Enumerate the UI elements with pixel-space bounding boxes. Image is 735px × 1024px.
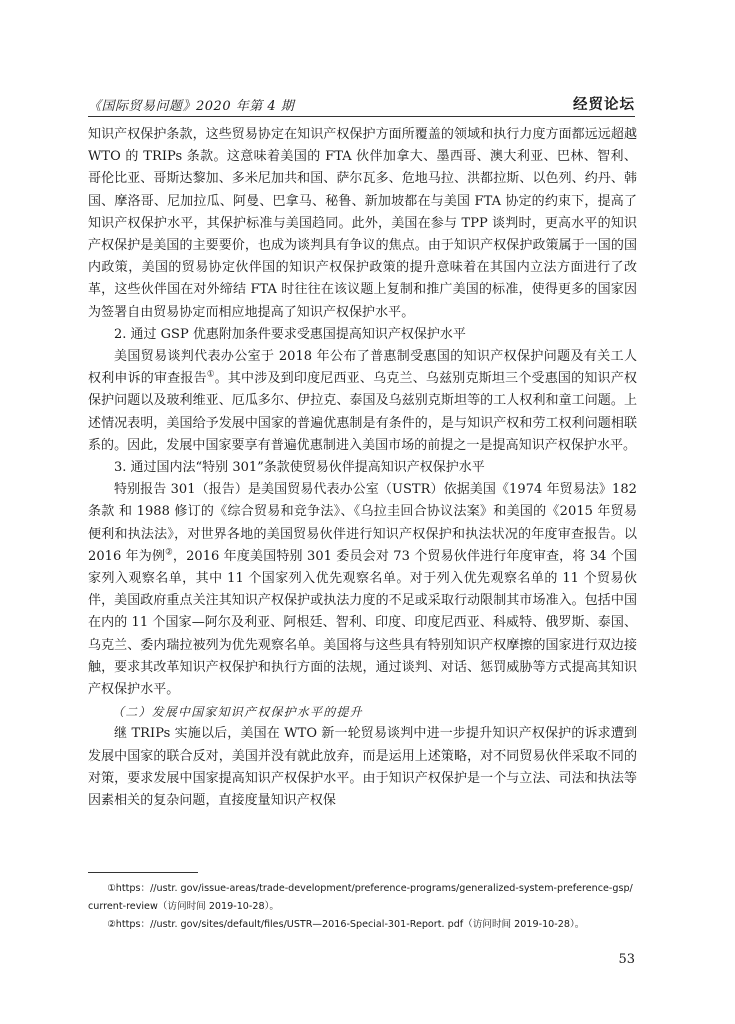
- paragraph-gsp-text-2: 。其中涉及到印度尼西亚、乌克兰、乌兹别克斯坦三个受惠国的知识产权保护问题以及玻利维亚、厄瓜多尔、伊拉克、泰国及乌兹别克斯坦等的工人权利和童工问题。上述情况表明，美国给予发展中国家的普遍优惠制是有条件的，是与知识产权和劳工权利问题相联系的。因此，发展中国家要享有普遍优惠制进入美国市场的前提之一是提高知识产权保护水平。: [88, 371, 637, 453]
- footnote-1: ①https：//ustr. gov/issue-areas/trade-development/preference-programs/generalized-system-preference-gsp/current-review（访问时间 2019-10-28）。: [88, 883, 633, 912]
- paragraph-developing: 继 TRIPs 实施以后，美国在 WTO 新一轮贸易谈判中进一步提升知识产权保护的诉求遭到发展中国家的联合反对，美国并没有就此放弃，而是运用上述策略，对不同贸易伙伴采取不同的对策，要求发展中国家提高知识产权保护水平。由于知识产权保护是一个与立法、司法和执法等因素相关的复杂问题，直接度量知识产权保: [88, 726, 637, 809]
- paragraph-fta: 知识产权保护条款，这些贸易协定在知识产权保护方面所覆盖的领域和执行力度方面都远远超越 WTO 的 TRIPs 条款。这意味着美国的 FTA 伙伴加拿大、墨西哥、澳大利亚、巴林、智利、哥伦比亚、哥斯达黎加、多米尼加共和国、萨尔瓦多、危地马拉、洪都拉斯、以色列、约丹、韩国、摩洛哥、尼加拉瓜、阿曼、巴拿马、秘鲁、新加坡都在与美国 FTA 协定的约束下，提高了知识产权保护水平，其保护标准与美国趋同。此外，美国在参与 TPP 谈判时，更高水平的知识产权保护是美国的主要要价，也成为谈判具有争议的焦点。由于知识产权保护政策属于一国的国内政策，美国的贸易协定伙伴国的知识产权保护政策的提升意味着在其国内立法方面进行了改革，这些伙伴国在对外缔结 FTA 时往往在该议题上复制和推广美国的标准，使得更多的国家因为签署自由贸易协定而相应地提高了知识产权保护水平。: [88, 127, 637, 320]
- paragraph-gsp: [88, 346, 637, 457]
- subsection-heading-developing: （二）发展中国家知识产权保护水平的提升: [112, 705, 363, 720]
- footnote-2: ②https：//ustr. gov/sites/default/files/USTR—2016-Special-301-Report. pdf（访问时间 2019-10-28）。: [107, 919, 585, 930]
- article-body: [88, 124, 637, 812]
- journal-title: 《国际贸易问题》2020 年第 4 期: [88, 99, 295, 114]
- paragraph-301-text-1: 特别报告 301（报告）是美国贸易代表办公室（USTR）依据美国《1974 年贸易法》182 条款 和 1988 修订的《综合贸易和竞争法》、《乌拉圭回合协议法案》和美国的《2015 年贸易便利和执法法》，对世界各地的美国贸易伙伴进行知识产权保护和执法状况的年度审查报告。以 2016 年为例: [88, 482, 637, 564]
- running-header: [88, 90, 635, 114]
- column-name: 经贸论坛: [573, 97, 635, 113]
- paragraph-301-text-2: ，2016 年度美国特别 301 委员会对 73 个贸易伙伴进行年度审查，将 34 个国家列入观察名单，其中 11 个国家列入优先观察名单。对于列入优先观察名单的 11 个贸易伙伴，美国政府重点关注其知识产权保护或执法力度的不足或采取行动限制其市场准入。包括中国在内的 11 个国家—阿尔及利亚、阿根廷、智利、印度、印度尼西亚、科威特、俄罗斯、泰国、乌克兰、委内瑞拉被列为优先观察名单。美国将与这些具有特别知识产权摩擦的国家进行双边接触，要求其改革知识产权保护和执行方面的法规，通过谈判、对话、惩罚威胁等方式提高其知识产权保护水平。: [88, 548, 638, 698]
- paragraph-gsp-text-1: 美国贸易谈判代表办公室于 2018 年公布了普惠制受惠国的知识产权保护问题及有关工人权利申诉的审查报告: [88, 349, 637, 387]
- section-heading-special-301: 3. 通过国内法“特别 301”条款使贸易伙伴提高知识产权保护水平: [114, 460, 485, 476]
- footnote-rule: [88, 872, 198, 873]
- header-rule: [88, 116, 635, 117]
- section-heading-gsp: 2. 通过 GSP 优惠附加条件要求受惠国提高知识产权保护水平: [114, 326, 466, 342]
- footnote-ref-1[interactable]: ①: [206, 369, 215, 380]
- page-number: 53: [618, 952, 635, 967]
- footnote-ref-2[interactable]: ②: [165, 547, 173, 558]
- footnotes: [88, 880, 637, 934]
- paragraph-special-301: [88, 479, 637, 701]
